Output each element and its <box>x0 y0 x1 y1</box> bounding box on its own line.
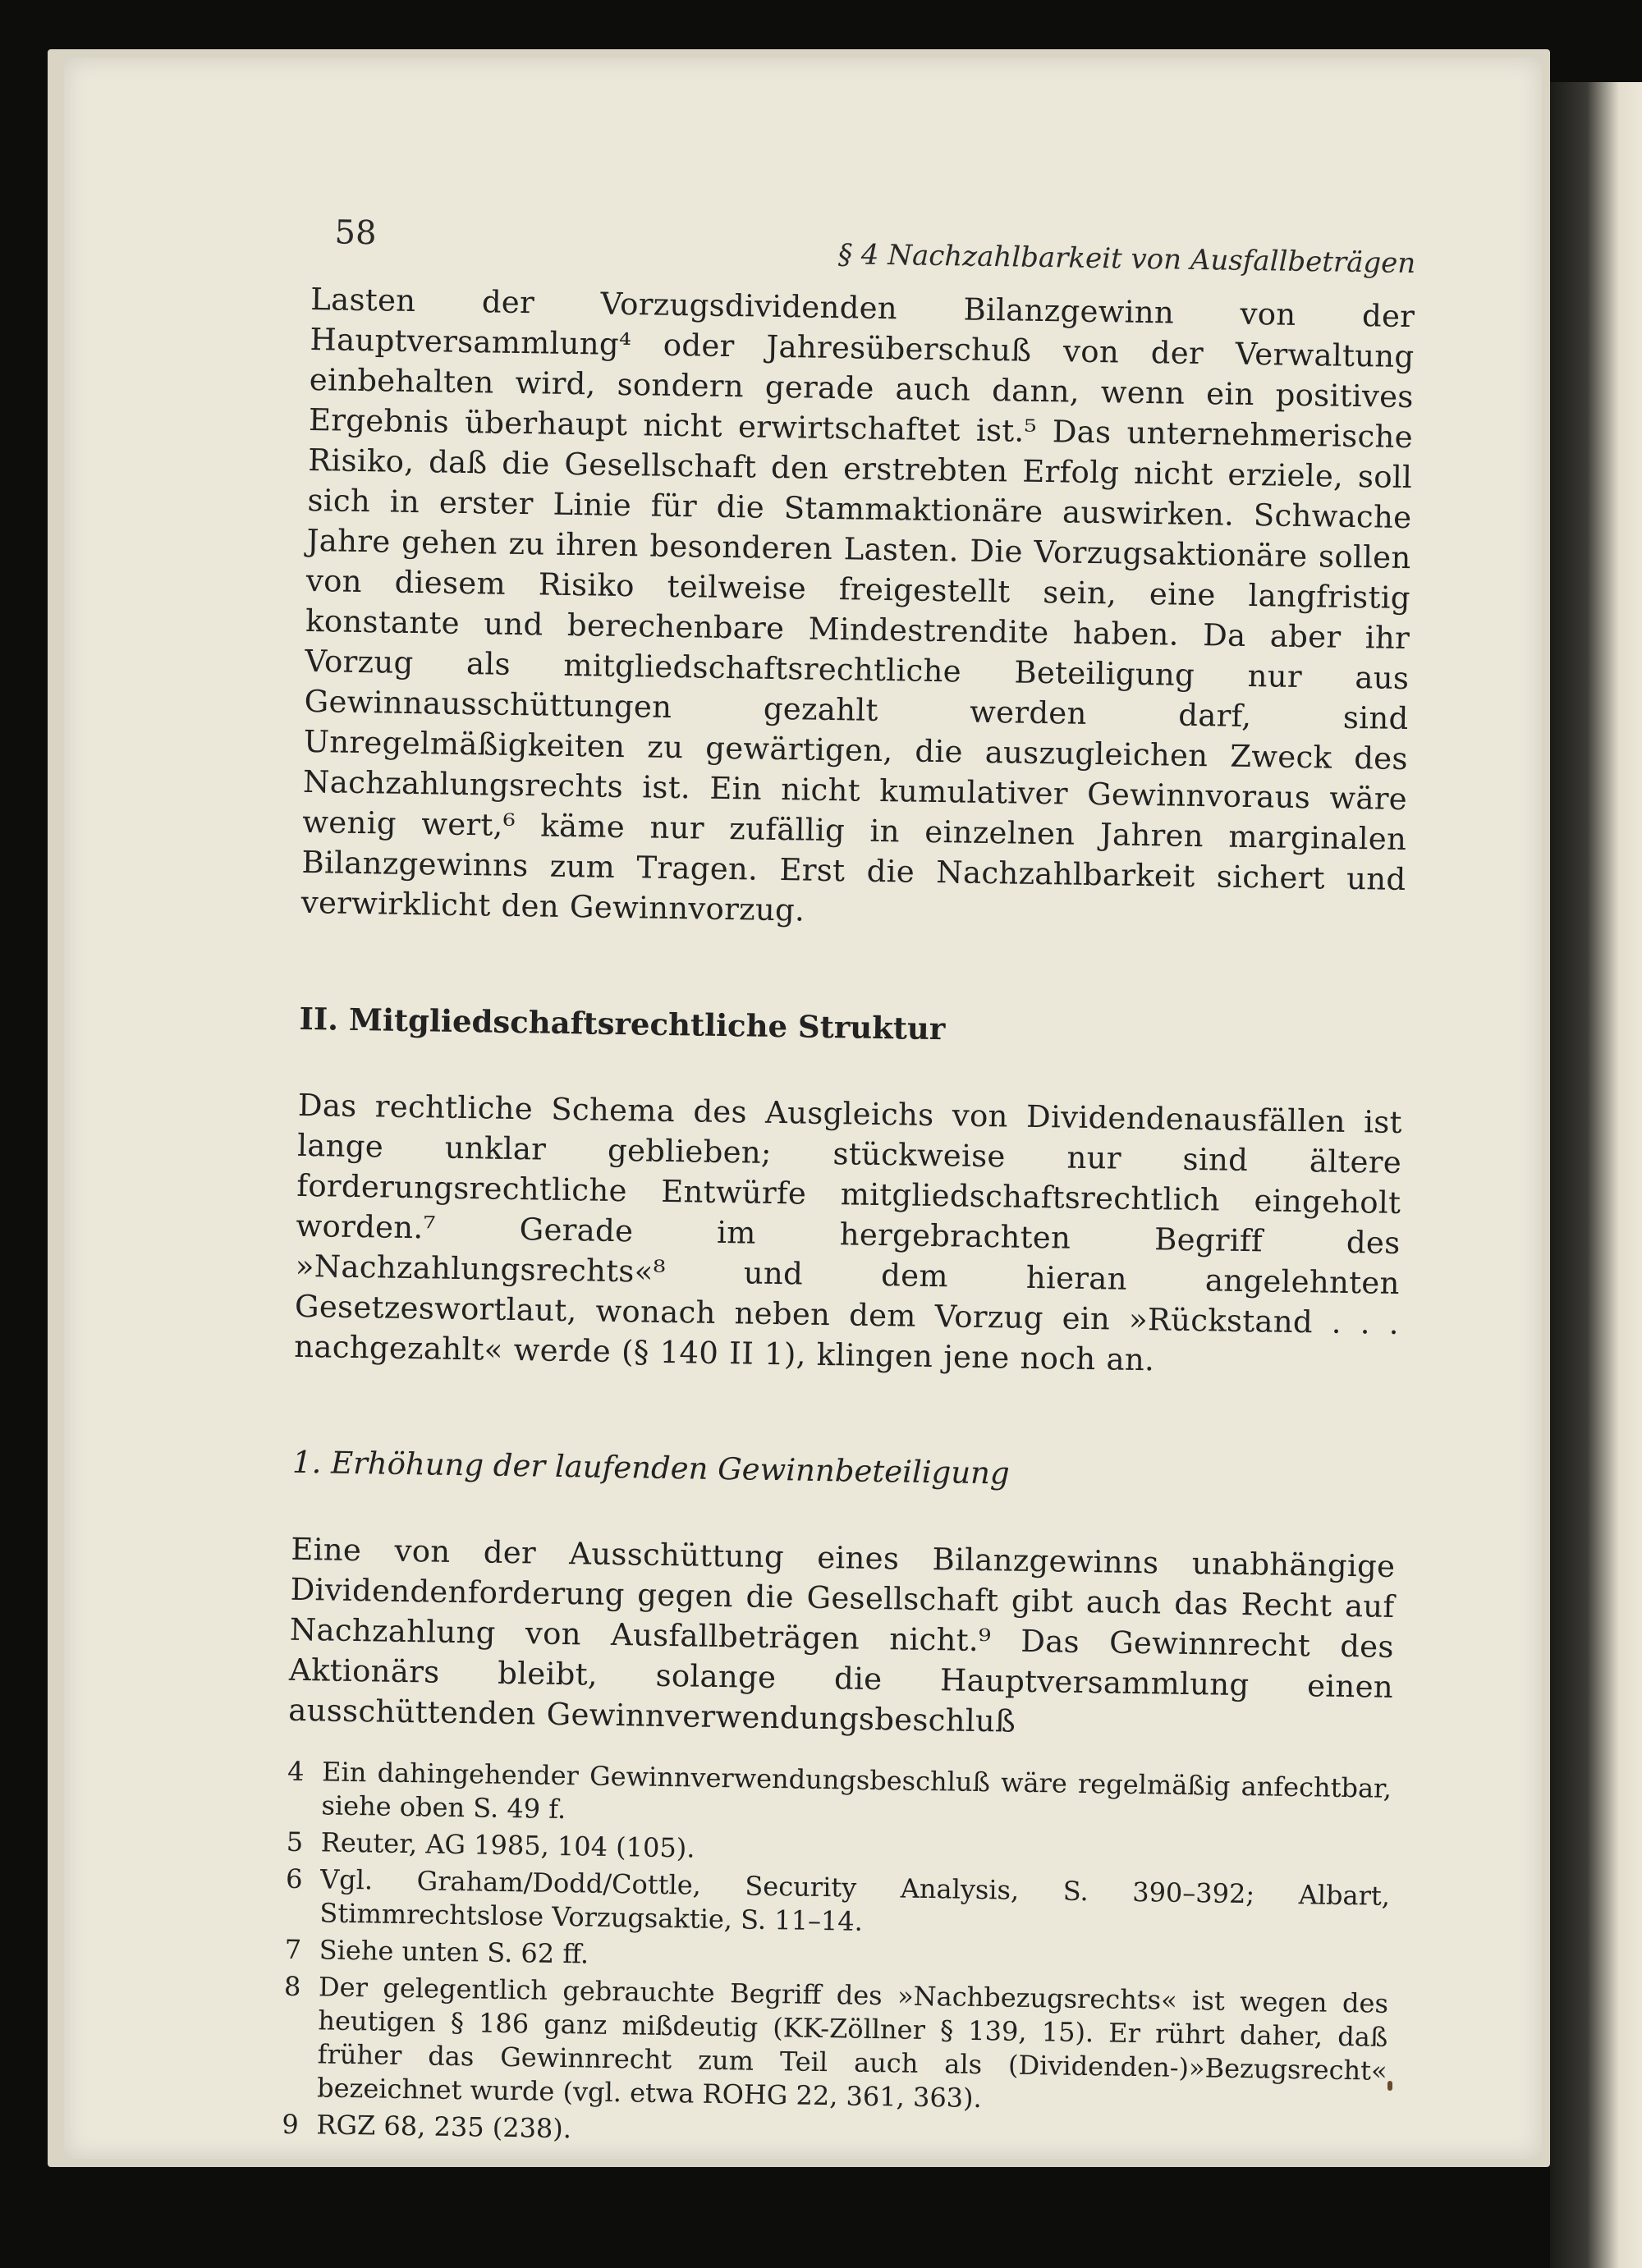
page-number: 58 <box>334 213 377 253</box>
footnote <box>285 1863 1390 1947</box>
page-content <box>282 213 1416 2162</box>
footnote-text: Der gelegentlich gebrauchte Begriff des »Nachbezugsrechts« ist wegen des heutigen § 186 ganz mißdeutig (KK-Zöllner § 139, 15). Er rührt daher, daß früher das Gewinnrecht zum Teil auch als (Dividenden-)»Bezugsrecht« bezeichnet wurde (vgl. etwa ROHG 22, 361, 363). <box>316 1971 1389 2115</box>
footnote-text: Ein dahingehender Gewinnverwendungsbeschluß wäre regelmäßig anfechtbar, siehe oben S. 49 f. <box>321 1756 1392 1826</box>
footnote-number: 6 <box>285 1863 303 1895</box>
subsection-heading: 1. Erhöhung der laufenden Gewinnbeteiligung <box>291 1444 1010 1491</box>
running-head: § 4 Nachzahlbarkeit von Ausfallbeträgen <box>837 238 1416 281</box>
paragraph-2: Das rechtliche Schema des Ausgleichs von Dividendenausfällen ist lange unklar geblieben; stückweise nur sind ältere forderungsrechtliche Entwürfe mitgliedschaftsrechtlich eingeholt worden.⁷ Gerade im hergebrachten Begriff des »Nachzahlungsrechts«⁸ und dem hieran angelehnten Gesetzeswortlaut, wonach neben dem Vorzug ein »Rückstand . . . nachgezahlt« werde (§ 140 II 1), klingen jene noch an. <box>293 1087 1403 1378</box>
footnote <box>282 1970 1388 2122</box>
paragraph-1: Lasten der Vorzugsdividenden Bilanzgewinn von der Hauptversammlung⁴ oder Jahresüberschuß von der Verwaltung einbehalten wird, sondern gerade auch dann, wenn ein positives Ergebnis überhaupt nicht erwirtschaftet ist.⁵ Das unternehmerische Risiko, daß die Gesellschaft den erstrebten Erfolg nicht erziele, soll sich in erster Linie für die Stammaktionäre auswirken. Schwache Jahre gehen zu ihren besonderen Lasten. Die Vorzugsaktionäre sollen von diesem Risiko teilweise freigestellt sein, eine langfristig konstante und berechenbare Mindestrendite haben. Da aber ihr Vorzug als mitgliedschaftsrechtliche Beteiligung nur aus Gewinnausschüttungen gezahlt werden darf, sind Unregelmäßigkeiten zu gewärtigen, die auszugleichen Zweck des Nachzahlungsrechts ist. Ein nicht kumulativer Gewinnvoraus wäre wenig wert,⁶ käme nur zufällig in einzelnen Jahren marginalen Bilanzgewinns zum Tragen. Erst die Nachzahlbarkeit sichert und verwirklicht den Gewinnvorzug. <box>300 281 1415 928</box>
footnote-text: Vgl. Graham/Dodd/Cottle, Security Analysis, S. 390–392; Albart, Stimmrechtslose Vorzugsaktie, S. 11–14. <box>319 1863 1391 1937</box>
footnote-text: Siehe unten S. 62 ff. <box>319 1934 589 1970</box>
footnote-text: Reuter, AG 1985, 104 (105). <box>320 1826 695 1864</box>
footnote-text: RGZ 68, 235 (238). <box>316 2109 572 2145</box>
footnote-number: 4 <box>287 1755 305 1788</box>
paragraph-3: Eine von der Ausschüttung eines Bilanzgewinns unabhängige Dividendenforderung gegen die Gesellschaft gibt auch das Recht auf Nachzahlung von Ausfallbeträgen nicht.⁹ Das Gewinnrecht des Aktionärs bleibt, solange die Hauptversammlung einen ausschüttenden Gewinnverwendungsbeschluß <box>288 1531 1396 1739</box>
footnote-number: 9 <box>282 2108 300 2141</box>
footnotes <box>282 1755 1392 2159</box>
footnote-number: 7 <box>284 1933 302 1966</box>
section-heading: II. Mitgliedschaftsrechtliche Struktur <box>299 1000 946 1047</box>
footnote-number: 5 <box>286 1826 304 1858</box>
paper-speck <box>1387 2081 1392 2091</box>
footnote-number: 8 <box>283 1970 301 2003</box>
book-spine <box>1550 82 1642 2268</box>
footnote <box>287 1755 1392 1840</box>
